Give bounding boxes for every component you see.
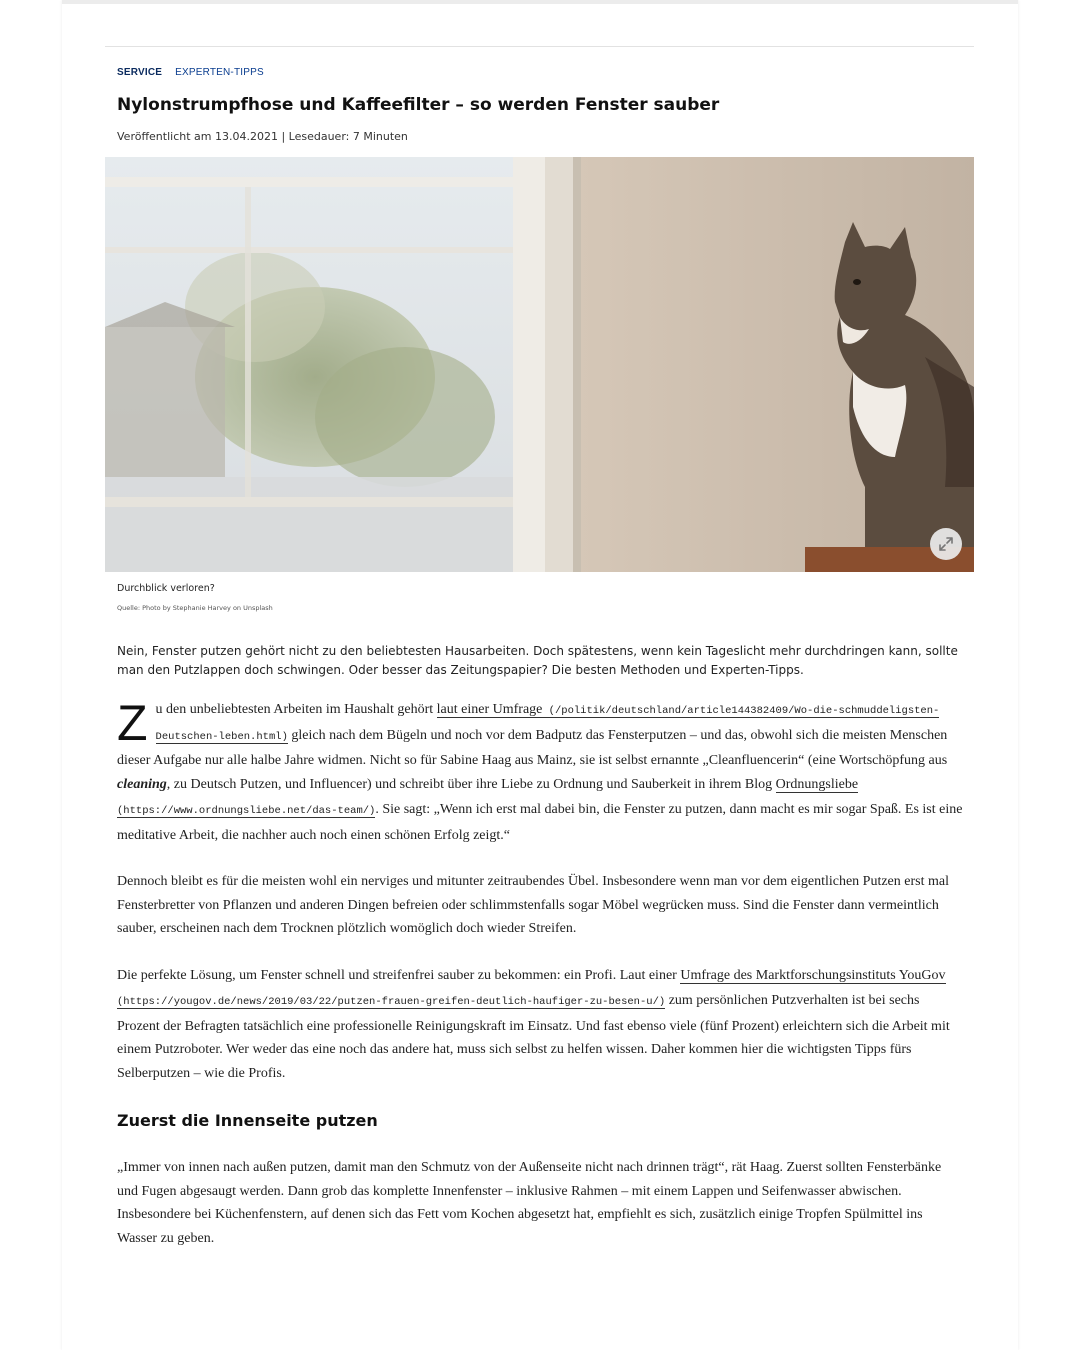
paragraph: Dennoch bleibt es für die meisten wohl ein nerviges und mitunter zeitraubendes Übel. Insbesondere wenn man vor dem eigentlichen Putzen erst mal Fensterbretter von Pflanzen und anderen Dingen befreien oder schlimmstenfalls sogar Möbel wegrücken muss. Sind die Fenster dann vermeintlich sauber, erscheinen nach dem Trocknen plötzlich womöglich doch wieder Streifen.: [117, 874, 949, 936]
top-bar: [62, 0, 1018, 4]
hero-image[interactable]: [105, 157, 974, 572]
expand-image-button[interactable]: [930, 528, 962, 560]
divider: [105, 46, 974, 47]
article: [105, 46, 974, 1250]
paragraph: Zu den unbeliebtesten Arbeiten im Haushalt gehört laut einer Umfrage (/politik/deutschland/article144382409/Wo-die-schmuddeligsten-Deutschen-leben.html) gleich nach dem Bügeln und noch vor dem Badputz das Fensterputzen – und das, obwohl sich die meisten Menschen dieser Aufgabe nur alle halbe Jahre widmen. Nicht so für Sabine Haag aus Mainz, sie ist selbst ernannte „Cleanfluencerin“ (eine Wortschöpfung aus cleaning, zu Deutsch Putzen, und Influencer) und schreibt über ihre Liebe zu Ordnung und Sauberkeit in ihrem Blog Ordnungsliebe (https://www.ordnungsliebe.net/das-team/). Sie sagt: „Wenn ich erst mal dabei bin, die Fenster zu putzen, dann macht es mir sogar Spaß. Es ist eine meditative Arbeit, die nachher auch noch einen schönen Erfolg zeigt.“: [117, 695, 963, 843]
article-teaser: Nein, Fenster putzen gehört nicht zu den beliebtesten Hausarbeiten. Doch spätestens, wenn kein Tageslicht mehr durchdringen kann, sollte man den Putzlappen doch schwingen. Oder besser das Zeitungspapier? Die besten Methoden und Experten-Tipps.: [117, 644, 958, 677]
image-caption: Durchblick verloren?: [117, 583, 215, 594]
article-title: Nylonstrumpfhose und Kaffeefilter – so werden Fenster sauber: [117, 95, 720, 115]
category-link[interactable]: SERVICE: [117, 67, 163, 78]
paragraph: „Immer von innen nach außen putzen, damit man den Schmutz von der Außenseite nicht nach drinnen trägt“, rät Haag. Zuerst sollten Fensterbänke und Fugen abgesaugt werden. Dann grob das komplette Innenfenster – inklusive Rahmen – mit einem Lappen und Seifenwasser abwischen. Insbesondere bei Küchenfenstern, auf denen sich das Fett vom Kochen abgesetzt hat, empfiehlt es sich, zusätzlich einige Tropfen Spülmittel ins Wasser zu geben.: [117, 1160, 942, 1246]
article-meta: Veröffentlicht am 13.04.2021 | Lesedauer: 7 Minuten: [117, 130, 408, 143]
paragraph: Die perfekte Lösung, um Fenster schnell und streifenfrei sauber zu bekommen: ein Profi. Laut einer Umfrage des Marktforschungsinstituts YouGov (https://yougov.de/news/2019/03/22/putzen-frauen-greifen-deutlich-haufiger-zu-besen-u/) zum persönlichen Putzverhalten ist bei sechs Prozent der Befragten tatsächlich eine professionelle Reinigungskraft im Einsatz. Und fast ebenso viele (fünf Prozent) erleichtern sich die Arbeit mit einem Putzroboter. Wer weder das eine noch das andere hat, muss sich selbst zu helfen wissen. Daher kommen hier die wichtigsten Tipps fürs Selberputzen – wie die Profis.: [117, 967, 950, 1081]
section-heading: Zuerst die Innenseite putzen: [117, 1111, 378, 1130]
cat-window-photo: [105, 157, 974, 572]
subcategory-link[interactable]: EXPERTEN-TIPPS: [175, 67, 264, 78]
dropcap: Z: [117, 695, 148, 751]
yougov-link[interactable]: Umfrage des Marktforschungsinstituts YouGov (https://yougov.de/news/2019/03/22/putzen-frauen-greifen-deutlich-haufiger-zu-besen-u/): [117, 967, 946, 1008]
expand-icon: [938, 536, 954, 552]
blog-link[interactable]: Ordnungsliebe (https://www.ordnungsliebe.net/das-team/): [117, 776, 859, 817]
survey-link[interactable]: laut einer Umfrage (/politik/deutschland/article144382409/Wo-die-schmuddeligsten-Deutschen-leben.html): [155, 702, 940, 743]
kicker: [117, 67, 974, 80]
image-credit: Quelle: Photo by Stephanie Harvey on Unsplash: [117, 604, 273, 612]
